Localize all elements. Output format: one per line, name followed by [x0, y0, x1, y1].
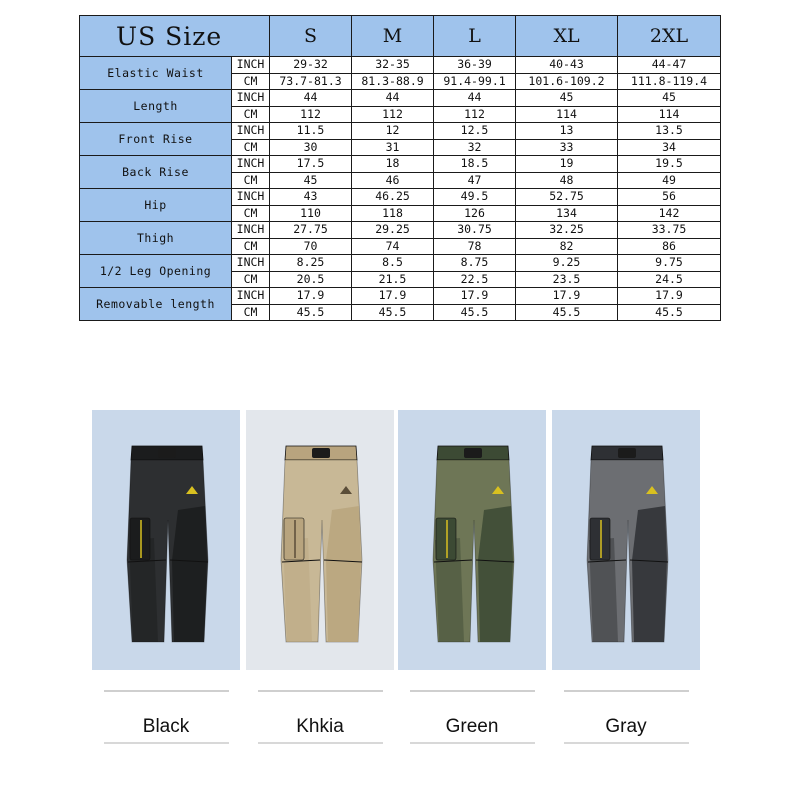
product-image-khkia: [246, 410, 394, 670]
measurement-value: 12.5: [434, 123, 516, 140]
measurement-value: 43: [270, 189, 352, 206]
measurement-value: 56: [618, 189, 721, 206]
measurement-value: 112: [434, 106, 516, 123]
knee-panel-right: [326, 506, 361, 642]
measurement-row: [80, 222, 721, 239]
caption-divider-bottom: [564, 742, 689, 744]
size-header-l: L: [434, 16, 516, 57]
measurement-row: [80, 123, 721, 140]
measurement-value: 17.9: [618, 288, 721, 305]
caption-divider-top: [564, 690, 689, 692]
measurement-value: 46.25: [352, 189, 434, 206]
measurement-value: 45.5: [434, 304, 516, 321]
measurement-value: 19: [516, 156, 618, 173]
size-header-s: S: [270, 16, 352, 57]
measurement-value: 44: [270, 90, 352, 107]
unit-label: CM: [232, 205, 270, 222]
measurement-label: Elastic Waist: [80, 57, 232, 90]
caption-divider-bottom: [410, 742, 535, 744]
measurement-row: [80, 255, 721, 272]
measurement-value: 29-32: [270, 57, 352, 74]
product-image-gray: [552, 410, 700, 670]
size-chart-table: [79, 15, 721, 321]
measurement-value: 30: [270, 139, 352, 156]
measurement-value: 45.5: [352, 304, 434, 321]
measurement-value: 46: [352, 172, 434, 189]
measurement-value: 45: [618, 90, 721, 107]
measurement-value: 48: [516, 172, 618, 189]
measurement-value: 21.5: [352, 271, 434, 288]
measurement-value: 32-35: [352, 57, 434, 74]
product-image-black: [92, 410, 240, 670]
measurement-value: 24.5: [618, 271, 721, 288]
measurement-value: 27.75: [270, 222, 352, 239]
measurement-value: 33.75: [618, 222, 721, 239]
measurement-value: 114: [618, 106, 721, 123]
belt-buckle: [464, 448, 482, 458]
measurement-value: 126: [434, 205, 516, 222]
measurement-value: 19.5: [618, 156, 721, 173]
measurement-value: 17.5: [270, 156, 352, 173]
cargo-pocket: [590, 518, 610, 560]
belt-buckle: [158, 448, 176, 458]
measurement-value: 70: [270, 238, 352, 255]
measurement-value: 18: [352, 156, 434, 173]
measurement-row: [80, 90, 721, 107]
pants-illustration: [246, 410, 394, 670]
caption-divider-top: [410, 690, 535, 692]
measurement-value: 45.5: [516, 304, 618, 321]
measurement-value: 9.25: [516, 255, 618, 272]
color-name-label: Black: [142, 716, 190, 737]
caption-divider-bottom: [258, 742, 383, 744]
measurement-value: 11.5: [270, 123, 352, 140]
measurement-value: 112: [270, 106, 352, 123]
measurement-value: 12: [352, 123, 434, 140]
measurement-value: 114: [516, 106, 618, 123]
measurement-value: 40-43: [516, 57, 618, 74]
measurement-value: 17.9: [270, 288, 352, 305]
measurement-row: [80, 189, 721, 206]
measurement-value: 45: [516, 90, 618, 107]
measurement-value: 86: [618, 238, 721, 255]
measurement-value: 31: [352, 139, 434, 156]
measurement-value: 47: [434, 172, 516, 189]
measurement-value: 45.5: [618, 304, 721, 321]
us-size-heading: US Size: [80, 16, 270, 57]
caption-divider-top: [104, 690, 229, 692]
unit-label: INCH: [232, 90, 270, 107]
measurement-value: 112: [352, 106, 434, 123]
caption-divider-bottom: [104, 742, 229, 744]
color-name-label: Khkia: [296, 716, 344, 737]
measurement-row: [80, 288, 721, 305]
measurement-label: Length: [80, 90, 232, 123]
measurement-value: 8.5: [352, 255, 434, 272]
size-header-row: [80, 16, 721, 57]
caption-divider-top: [258, 690, 383, 692]
measurement-value: 18.5: [434, 156, 516, 173]
measurement-value: 52.75: [516, 189, 618, 206]
measurement-value: 13: [516, 123, 618, 140]
measurement-value: 44: [434, 90, 516, 107]
cargo-pocket: [284, 518, 304, 560]
cargo-pocket: [130, 518, 150, 560]
pants-illustration: [398, 410, 546, 670]
unit-label: INCH: [232, 123, 270, 140]
measurement-value: 9.75: [618, 255, 721, 272]
unit-label: CM: [232, 172, 270, 189]
measurement-value: 44: [352, 90, 434, 107]
cargo-pocket: [436, 518, 456, 560]
knee-panel-right: [172, 506, 207, 642]
measurement-value: 17.9: [516, 288, 618, 305]
measurement-label: 1/2 Leg Opening: [80, 255, 232, 288]
measurement-value: 32.25: [516, 222, 618, 239]
measurement-value: 134: [516, 205, 618, 222]
color-name-label: Gray: [605, 716, 647, 737]
unit-label: INCH: [232, 57, 270, 74]
unit-label: CM: [232, 106, 270, 123]
measurement-value: 82: [516, 238, 618, 255]
measurement-label: Front Rise: [80, 123, 232, 156]
measurement-label: Thigh: [80, 222, 232, 255]
measurement-row: [80, 57, 721, 74]
measurement-value: 8.25: [270, 255, 352, 272]
measurement-row: [80, 156, 721, 173]
unit-label: INCH: [232, 222, 270, 239]
pants-illustration: [552, 410, 700, 670]
measurement-value: 49.5: [434, 189, 516, 206]
measurement-value: 8.75: [434, 255, 516, 272]
knee-panel-right: [478, 506, 513, 642]
product-image-green: [398, 410, 546, 670]
measurement-value: 73.7-81.3: [270, 73, 352, 90]
measurement-value: 17.9: [434, 288, 516, 305]
measurement-value: 101.6-109.2: [516, 73, 618, 90]
measurement-value: 81.3-88.9: [352, 73, 434, 90]
measurement-value: 49: [618, 172, 721, 189]
measurement-value: 110: [270, 205, 352, 222]
unit-label: INCH: [232, 156, 270, 173]
measurement-value: 142: [618, 205, 721, 222]
unit-label: INCH: [232, 288, 270, 305]
measurement-value: 44-47: [618, 57, 721, 74]
knee-panel-right: [632, 506, 667, 642]
measurement-value: 20.5: [270, 271, 352, 288]
measurement-value: 74: [352, 238, 434, 255]
measurement-label: Removable length: [80, 288, 232, 321]
color-name-label: Green: [445, 716, 499, 737]
measurement-value: 13.5: [618, 123, 721, 140]
measurement-value: 45: [270, 172, 352, 189]
measurement-label: Back Rise: [80, 156, 232, 189]
size-header-2xl: 2XL: [618, 16, 721, 57]
size-header-m: M: [352, 16, 434, 57]
unit-label: CM: [232, 139, 270, 156]
measurement-label: Hip: [80, 189, 232, 222]
unit-label: INCH: [232, 255, 270, 272]
measurement-value: 30.75: [434, 222, 516, 239]
measurement-value: 23.5: [516, 271, 618, 288]
measurement-value: 36-39: [434, 57, 516, 74]
measurement-value: 45.5: [270, 304, 352, 321]
measurement-value: 91.4-99.1: [434, 73, 516, 90]
unit-label: INCH: [232, 189, 270, 206]
measurement-value: 34: [618, 139, 721, 156]
measurement-value: 118: [352, 205, 434, 222]
measurement-value: 29.25: [352, 222, 434, 239]
measurement-value: 33: [516, 139, 618, 156]
unit-label: CM: [232, 271, 270, 288]
measurement-value: 78: [434, 238, 516, 255]
belt-buckle: [618, 448, 636, 458]
measurement-value: 17.9: [352, 288, 434, 305]
measurement-value: 22.5: [434, 271, 516, 288]
pants-illustration: [92, 410, 240, 670]
unit-label: CM: [232, 304, 270, 321]
measurement-value: 111.8-119.4: [618, 73, 721, 90]
unit-label: CM: [232, 238, 270, 255]
size-header-xl: XL: [516, 16, 618, 57]
belt-buckle: [312, 448, 330, 458]
unit-label: CM: [232, 73, 270, 90]
measurement-value: 32: [434, 139, 516, 156]
